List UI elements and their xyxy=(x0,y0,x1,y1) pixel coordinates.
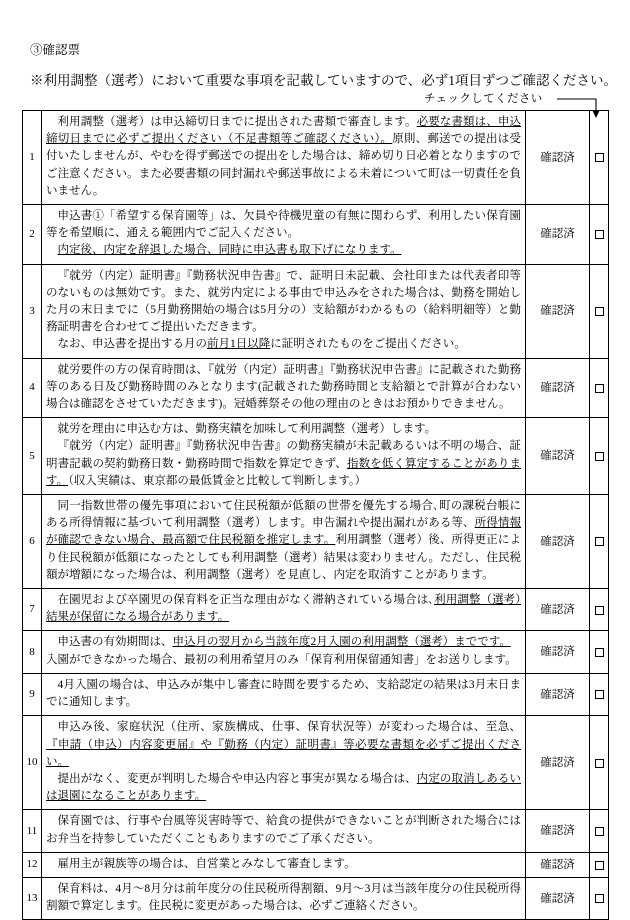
description-paragraph xyxy=(46,268,521,337)
description-paragraph xyxy=(46,652,521,669)
confirmation-checkbox-cell[interactable] xyxy=(590,877,609,919)
table-row xyxy=(23,205,609,265)
row-description xyxy=(42,852,526,877)
status-badge: 確認済 xyxy=(526,877,590,919)
table-row xyxy=(23,631,609,673)
row-description xyxy=(42,716,526,810)
body-text: 『就労（内定）証明書』『勤務状況申告書』の勤務実績が未記載あるいは不明の場合、証明書記載の契約勤務日数・勤務時間で指数を算定できず、 xyxy=(46,440,521,470)
row-number: 6 xyxy=(23,495,42,589)
table-row xyxy=(23,852,609,877)
emphasis-text: 指数を低く算定することがあります。 xyxy=(46,457,521,487)
row-number: 4 xyxy=(23,358,42,418)
description-paragraph xyxy=(46,677,521,711)
body-text: 利用調整（選考）後、所得更正により住民税額が低額になったとしても利用調整（選考）結果は変わりません。ただし、住民税額が増額になった場合は、利用調整（選考）を見直し、内定を取消すことがあります。 xyxy=(46,534,522,581)
confirmation-checkbox-cell[interactable] xyxy=(590,418,609,495)
confirmation-checkbox-cell[interactable] xyxy=(590,852,609,877)
description-paragraph xyxy=(46,592,521,626)
table-row xyxy=(23,264,609,358)
document-note: ※利用調整（選考）において重要な事項を記載していますので、必ず1項目ずつご確認ください。 xyxy=(30,73,617,88)
status-badge: 確認済 xyxy=(526,716,590,810)
empty-checkbox-icon[interactable] xyxy=(595,861,604,870)
emphasis-text: 所得情報が確認できない場合、最高額で住民税額を推定します。 xyxy=(46,517,522,547)
emphasis-text: 申込月の翌月から当該年度2月入園の利用調整（選考）までです。 xyxy=(172,636,511,649)
empty-checkbox-icon[interactable] xyxy=(595,690,604,699)
empty-checkbox-icon[interactable] xyxy=(595,452,604,461)
status-badge: 確認済 xyxy=(526,111,590,205)
empty-checkbox-icon[interactable] xyxy=(595,230,604,239)
table-row xyxy=(23,358,609,418)
body-text: 『就労（内定）証明書』『勤務状況申告書』で、証明日未記載、会社印または代表者印等のないものは無効です。また、就労内定による事由で申込みをされた場合は、勤務を開始した月の末日までに（5月勤務開始の場合は5月分の）支給額がわかるもの（給料明細等）と勤務証明書を合わせてご提出いただきます。 xyxy=(46,269,521,334)
status-badge: 確認済 xyxy=(526,631,590,673)
description-paragraph xyxy=(46,856,521,873)
table-row xyxy=(23,495,609,589)
table-row xyxy=(23,111,609,205)
body-text: 申込み後、家庭状況（住所、家族構成、仕事、保育状況等）が変わった場合は、至急、 xyxy=(57,721,521,734)
table-row xyxy=(23,810,609,852)
table-row xyxy=(23,418,609,495)
emphasis-text: 利用調整（選考）結果が保留になる場合があります。 xyxy=(46,594,522,624)
confirmation-checkbox-cell[interactable] xyxy=(590,631,609,673)
table-row xyxy=(23,589,609,631)
row-description xyxy=(42,877,526,919)
confirmation-table-body xyxy=(23,111,609,920)
description-paragraph xyxy=(46,336,521,353)
description-paragraph xyxy=(46,114,521,200)
confirmation-checkbox-cell[interactable] xyxy=(590,810,609,852)
confirmation-table xyxy=(22,110,609,920)
body-text: 提出がなく、変更が判明した場合や申込内容と事実が異なる場合は、 xyxy=(57,772,417,785)
description-paragraph xyxy=(46,634,521,651)
body-text: 保育園では、行事や台風等災害時等で、給食の提供ができないことが判断された場合にはお弁当を持参していただくこともありますのでご了承ください。 xyxy=(46,815,521,845)
row-number: 9 xyxy=(23,673,42,715)
body-text: 保育料は、4月～8月分は前年度分の住民税所得割額、9月～3月は当該年度分の住民税所得割額で算定します。住民税に変更があった場合は、必ずご連絡ください。 xyxy=(46,882,521,913)
table-row xyxy=(23,877,609,919)
emphasis-text: 前月1日以降 xyxy=(207,338,271,351)
body-text: 原則、郵送での提出は受付いたしませんが、やむを得ず郵送での提出をした場合は、締め切り日必着となりますのでご注意ください。また必要書類の同封漏れや郵送事故による未着について町は一切責任を負いません。 xyxy=(46,133,521,197)
empty-checkbox-icon[interactable] xyxy=(595,648,604,657)
description-paragraph xyxy=(46,421,521,438)
body-text: （収入実績は、東京都の最低賃金と比較して判断します。） xyxy=(68,474,367,487)
description-paragraph xyxy=(46,242,521,259)
row-description xyxy=(42,495,526,589)
empty-checkbox-icon[interactable] xyxy=(595,384,604,393)
status-badge: 確認済 xyxy=(526,810,590,852)
confirmation-checkbox-cell[interactable] xyxy=(590,589,609,631)
description-paragraph xyxy=(46,813,521,847)
empty-checkbox-icon[interactable] xyxy=(595,894,604,903)
status-badge: 確認済 xyxy=(526,418,590,495)
body-text: なお、申込書を提出する月の xyxy=(57,338,207,351)
confirmation-checkbox-cell[interactable] xyxy=(590,716,609,810)
body-text: 入園ができなかった場合、最初の利用希望月のみ「保育利用保留通知書」をお送りします。 xyxy=(46,653,517,666)
row-description xyxy=(42,418,526,495)
status-badge: 確認済 xyxy=(526,205,590,265)
body-text: 雇用主が親族等の場合は、自営業とみなして審査します。 xyxy=(57,857,356,870)
empty-checkbox-icon[interactable] xyxy=(595,759,604,768)
description-paragraph xyxy=(46,362,521,414)
emphasis-text: 『申請（申込）内容変更届』や『勤務（内定）証明書』等必要な書類を必ずご提出ください。 xyxy=(46,738,521,768)
row-description xyxy=(42,589,526,631)
row-description xyxy=(42,358,526,418)
row-number: 10 xyxy=(23,716,42,810)
body-text: 4月入園の場合は、申込みが集中し審査に時間を要するため、支給認定の結果は3月末日までに通知します。 xyxy=(46,678,521,709)
row-number: 2 xyxy=(23,205,42,265)
description-paragraph xyxy=(46,771,521,805)
body-text: 利用調整（選考）は申込締切日までに提出された書類で審査します。 xyxy=(57,116,417,128)
status-badge: 確認済 xyxy=(526,589,590,631)
row-number: 7 xyxy=(23,589,42,631)
status-badge: 確認済 xyxy=(526,358,590,418)
confirmation-checkbox-cell[interactable] xyxy=(590,111,609,205)
confirmation-checkbox-cell[interactable] xyxy=(590,358,609,418)
confirmation-checkbox-cell[interactable] xyxy=(590,495,609,589)
body-text: に証明されたものをご提出ください。 xyxy=(270,338,466,351)
row-number: 3 xyxy=(23,264,42,358)
row-description xyxy=(42,111,526,205)
empty-checkbox-icon[interactable] xyxy=(595,827,604,836)
row-number: 12 xyxy=(23,852,42,877)
confirmation-checkbox-cell[interactable] xyxy=(590,264,609,358)
emphasis-text: 必要な書類は、申込締切日までに必ずご提出ください（不足書類等ご確認ください）。 xyxy=(46,116,521,146)
row-number: 11 xyxy=(23,810,42,852)
confirmation-checkbox-cell[interactable] xyxy=(590,205,609,265)
emphasis-text: 内定の取消しあるいは退園になることがあります。 xyxy=(46,772,521,803)
row-description xyxy=(42,205,526,265)
description-paragraph xyxy=(46,438,521,490)
emphasis-text: 内定後、内定を辞退した場合、同時に申込書も取下げになります。 xyxy=(57,244,402,257)
table-row xyxy=(23,673,609,715)
body-text: 就労要件の方の保育時間は、『就労（内定）証明書』『勤務状況申告書』に記載された勤務等のある日及び勤務時間のみとなります(記載された勤務時間と支給額とで計算が合わない場合は確認をさせていただきます)。冠婚葬祭その他の理由のときはお預かりできません。 xyxy=(46,363,521,411)
empty-checkbox-icon[interactable] xyxy=(595,153,604,162)
empty-checkbox-icon[interactable] xyxy=(595,537,604,546)
empty-checkbox-icon[interactable] xyxy=(595,606,604,615)
status-badge: 確認済 xyxy=(526,495,590,589)
row-description xyxy=(42,810,526,852)
row-number: 1 xyxy=(23,111,42,205)
status-badge: 確認済 xyxy=(526,673,590,715)
empty-checkbox-icon[interactable] xyxy=(595,307,604,316)
row-number: 8 xyxy=(23,631,42,673)
body-text: 就労を理由に申込む方は、勤務実績を加味して利用調整（選考）します。 xyxy=(57,423,437,436)
row-description xyxy=(42,673,526,715)
status-badge: 確認済 xyxy=(526,852,590,877)
description-paragraph xyxy=(46,881,521,915)
body-text: 申込書の有効期間は、 xyxy=(57,636,173,649)
table-row xyxy=(23,716,609,810)
row-description xyxy=(42,264,526,358)
description-paragraph xyxy=(46,498,521,584)
body-text: 申込書①「希望する保育園等」は、欠員や待機児童の有無に関わらず、利用したい保育園等を希望順に、通える範囲内でご記入ください。 xyxy=(46,210,521,240)
description-paragraph xyxy=(46,719,521,771)
body-text: 同一指数世帯の優先事項において住民税額が低額の世帯を優先する場合､町の課税台帳にある所得情報に基づいて利用調整（選考）します。申告漏れや提出漏れがある等、 xyxy=(46,500,521,530)
body-text: 在園児および卒園児の保育料を正当な理由がなく滞納されている場合は､ xyxy=(57,594,435,607)
description-paragraph xyxy=(46,208,521,242)
confirmation-checkbox-cell[interactable] xyxy=(590,673,609,715)
row-number: 13 xyxy=(23,877,42,919)
row-description xyxy=(42,631,526,673)
row-number: 5 xyxy=(23,418,42,495)
page-title: ③確認票 xyxy=(30,43,81,57)
status-badge: 確認済 xyxy=(526,264,590,358)
check-instruction-label: チェックしてください xyxy=(424,93,543,105)
